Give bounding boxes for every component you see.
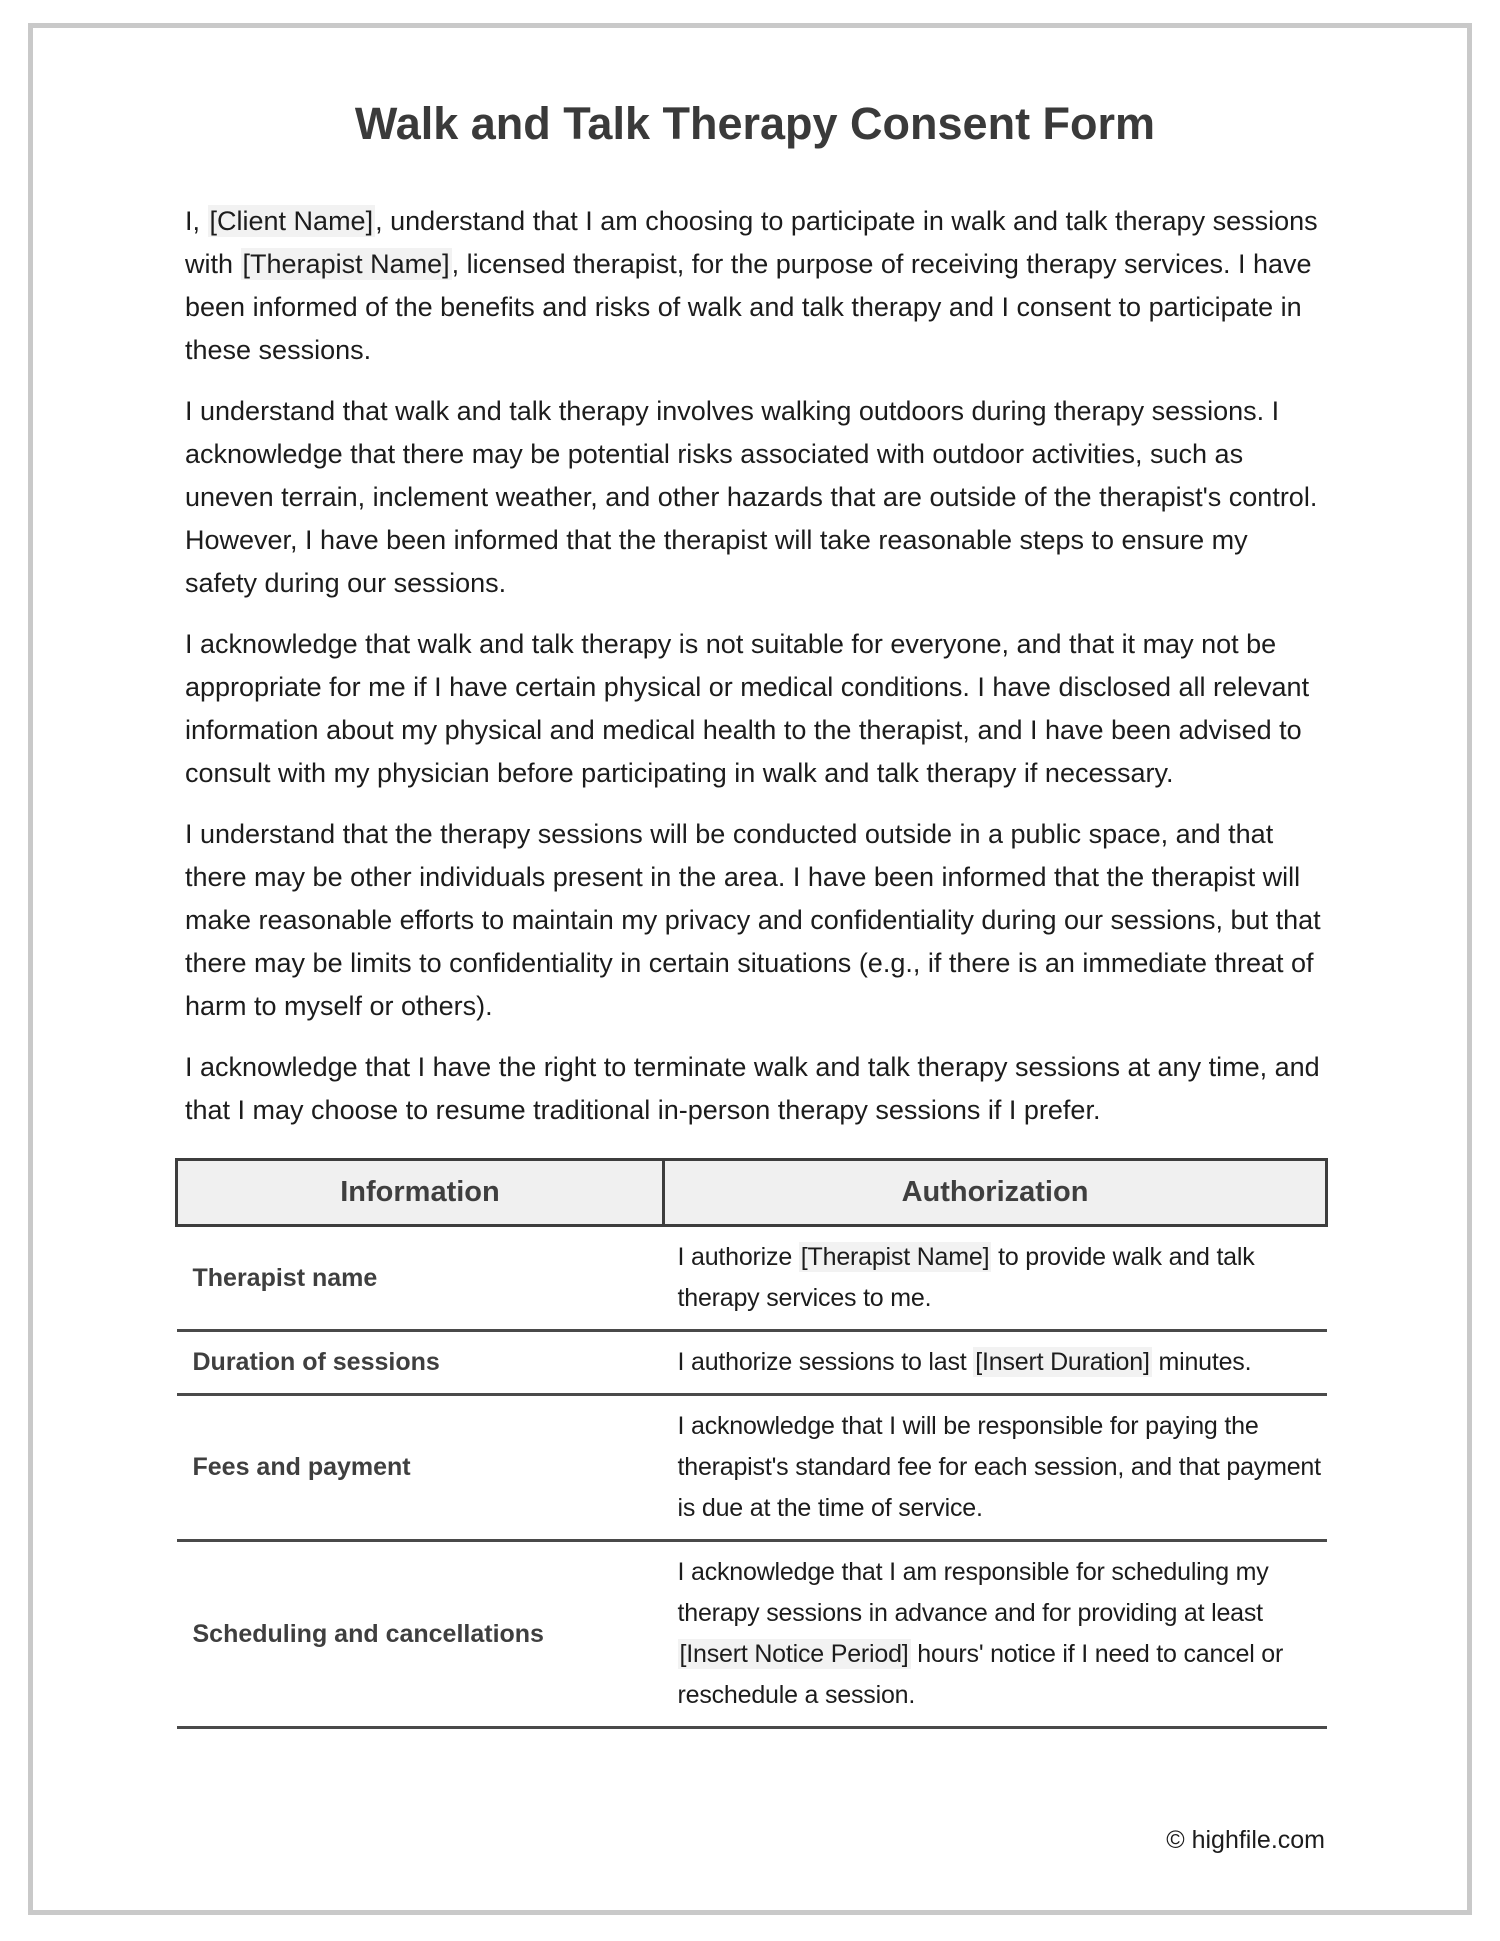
table-row xyxy=(177,1226,1327,1331)
paragraph xyxy=(185,623,1325,795)
text-run: I, xyxy=(185,206,208,236)
text-run: I understand that walk and talk therapy involves walking outdoors during therapy sessions. I acknowledge that there may be potential risks associated with outdoor activities, such as uneven terrain, inclement weather, and other hazards that are outside of the therapist's control. However, I have been informed that the therapist will take reasonable steps to ensure my safety during our sessions. xyxy=(185,396,1318,598)
row-label-cell: Scheduling and cancellations xyxy=(177,1541,664,1728)
text-run: I acknowledge that walk and talk therapy is not suitable for everyone, and that it may not be appropriate for me if I have certain physical or medical conditions. I have disclosed all relevant information about my physical and medical health to the therapist, and I have been advised to consult with my physician before participating in walk and talk therapy if necessary. xyxy=(185,629,1310,788)
paragraph xyxy=(185,813,1325,1028)
text-run: I acknowledge that I will be responsible for paying the therapist's standard fee for each session, and that payment is due at the time of service. xyxy=(677,1412,1321,1522)
placeholder-highlight: [Insert Notice Period] xyxy=(679,1640,909,1668)
row-authorization-cell xyxy=(664,1331,1327,1395)
row-authorization-cell xyxy=(664,1395,1327,1541)
text-run: , licensed therapist, for the purpose of receiving therapy services. I have been informed of the benefits and risks of walk and talk therapy and I consent to participate in these sessions. xyxy=(185,249,1312,365)
table-row xyxy=(177,1331,1327,1395)
text-run: I acknowledge that I have the right to terminate walk and talk therapy sessions at any time, and that I may choose to resume traditional in-person therapy sessions if I prefer. xyxy=(185,1052,1320,1125)
row-label-cell: Therapist name xyxy=(177,1226,664,1331)
text-run: I acknowledge that I am responsible for scheduling my therapy sessions in advance and for providing at least xyxy=(677,1558,1269,1627)
text-run: I understand that the therapy sessions will be conducted outside in a public space, and that there may be other individuals present in the area. I have been informed that the therapist will make reasonable efforts to maintain my privacy and confidentiality during our sessions, but that there may be limits to confidentiality in certain situations (e.g., if there is an immediate threat of harm to myself or others). xyxy=(185,819,1321,1021)
intro-paragraphs xyxy=(185,200,1325,1132)
text-run: to provide walk and talk therapy services to me. xyxy=(677,1243,1255,1312)
table-header-information: Information xyxy=(177,1160,664,1226)
text-run: hours' notice if I need to cancel or reschedule a session. xyxy=(677,1640,1284,1709)
table-header-authorization: Authorization xyxy=(664,1160,1327,1226)
row-label-cell: Fees and payment xyxy=(177,1395,664,1541)
text-run: minutes. xyxy=(1151,1348,1252,1376)
text-run: , understand that I am choosing to participate in walk and talk therapy sessions with xyxy=(185,206,1318,279)
paragraph xyxy=(185,1046,1325,1132)
text-run: I authorize sessions to last xyxy=(677,1348,974,1376)
placeholder-highlight: [Therapist Name] xyxy=(800,1243,990,1271)
row-label-cell: Duration of sessions xyxy=(177,1331,664,1395)
table-header-row xyxy=(177,1160,1327,1226)
placeholder-highlight: [Therapist Name] xyxy=(242,249,450,279)
page-title: Walk and Talk Therapy Consent Form xyxy=(354,98,1156,149)
table-row xyxy=(177,1541,1327,1728)
row-authorization-cell xyxy=(664,1226,1327,1331)
text-run: I authorize xyxy=(677,1243,799,1271)
authorization-table xyxy=(175,1158,1328,1729)
paragraph xyxy=(185,200,1325,372)
placeholder-highlight: [Client Name] xyxy=(209,206,374,236)
table-body xyxy=(177,1226,1327,1728)
footer-credit: © highfile.com xyxy=(1166,1826,1325,1854)
placeholder-highlight: [Insert Duration] xyxy=(975,1348,1150,1376)
row-authorization-cell xyxy=(664,1541,1327,1728)
paragraph xyxy=(185,390,1325,605)
document-content xyxy=(0,96,1500,1729)
table-row xyxy=(177,1395,1327,1541)
